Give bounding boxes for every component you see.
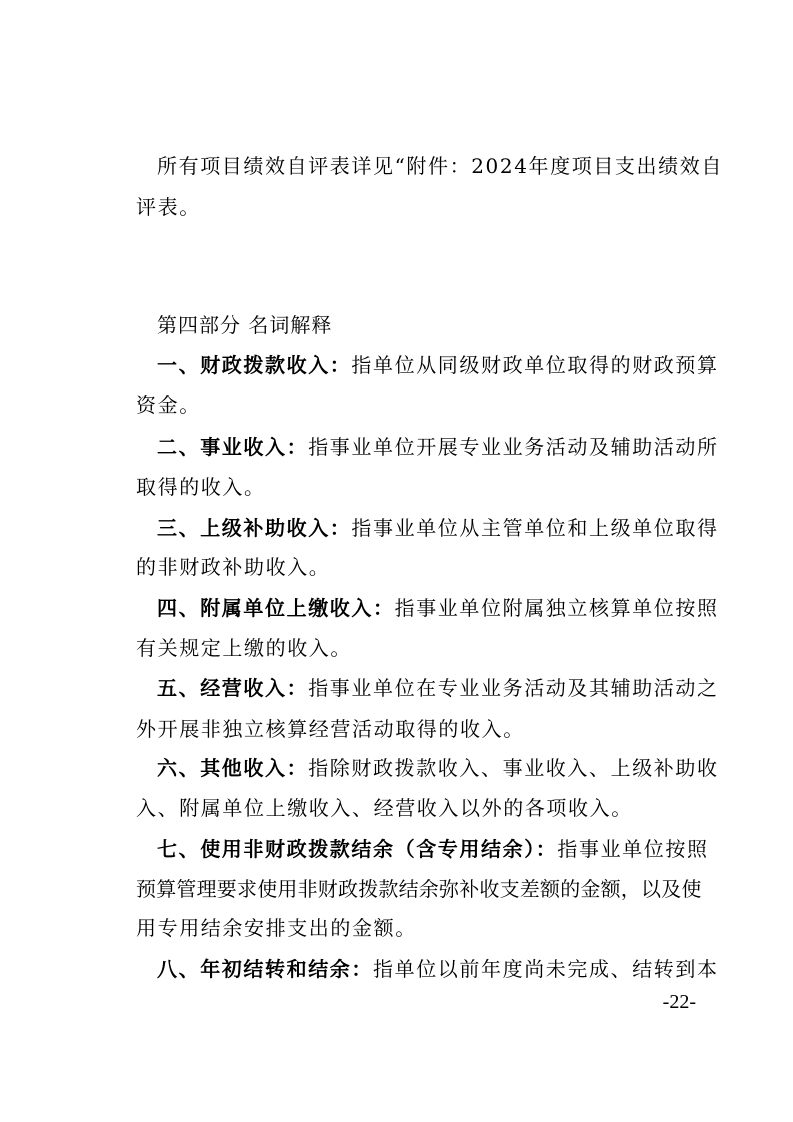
entry-7-line-2: 预算管理要求使用非财政拨款结余弥补收支差额的金额，以及使 <box>136 877 702 901</box>
entry-2-text: 指事业单位开展专业业务活动及辅助活动所 <box>308 435 719 459</box>
entry-3-line-2: 的非财政补助收入。 <box>136 555 331 579</box>
entry-3-term: 三、上级补助收入： <box>157 516 352 540</box>
entry-1-term: 一、财政拨款收入： <box>157 353 352 377</box>
page-number: -22- <box>662 991 696 1013</box>
entry-5-line-1 <box>157 669 719 707</box>
entry-1-text: 指单位从同级财政单位取得的财政预算 <box>351 353 719 377</box>
entry-8-text: 指单位以前年度尚未完成、结转到本 <box>373 957 719 981</box>
entry-8-line-1 <box>157 950 719 988</box>
intro-line-1: 所有项目绩效自评表详见“附件：2024年度项目支出绩效自 <box>157 154 723 178</box>
entry-5-line-2: 外开展非独立核算经营活动取得的收入。 <box>136 717 525 741</box>
entry-3-line-1 <box>157 509 719 547</box>
entry-3-text: 指事业单位从主管单位和上级单位取得 <box>351 516 719 540</box>
entry-7-line-1 <box>157 830 709 868</box>
entry-1-line-2: 资金。 <box>136 393 201 417</box>
entry-8-term: 八、年初结转和结余： <box>157 957 373 981</box>
entry-2-line-2: 取得的收入。 <box>136 475 266 499</box>
entry-6-line-1 <box>157 749 719 787</box>
entry-4-line-2: 有关规定上缴的收入。 <box>136 636 352 660</box>
section-title: 第四部分 名词解释 <box>157 313 333 337</box>
entry-4-text: 指事业单位附属独立核算单位按照 <box>394 596 719 620</box>
entry-6-term: 六、其他收入： <box>157 756 309 780</box>
entry-2-line-1 <box>157 428 719 466</box>
entry-1-line-1 <box>157 346 719 384</box>
entry-5-text: 指事业单位在专业业务活动及其辅助活动之 <box>308 676 719 700</box>
entry-4-term: 四、附属单位上缴收入： <box>157 596 395 620</box>
entry-6-text: 指除财政拨款收入、事业收入、上级补助收 <box>308 756 719 780</box>
entry-2-term: 二、事业收入： <box>157 435 309 459</box>
entry-7-text: 指事业单位按照 <box>557 837 709 861</box>
entry-6-line-2: 入、附属单位上缴收入、经营收入以外的各项收入。 <box>136 796 633 820</box>
entry-5-term: 五、经营收入： <box>157 676 309 700</box>
intro-line-2: 评表。 <box>136 195 201 219</box>
entry-4-line-1 <box>157 589 719 627</box>
entry-7-term: 七、使用非财政拨款结余（含专用结余）： <box>157 837 558 861</box>
entry-7-line-3: 用专用结余安排支出的金额。 <box>136 916 417 940</box>
